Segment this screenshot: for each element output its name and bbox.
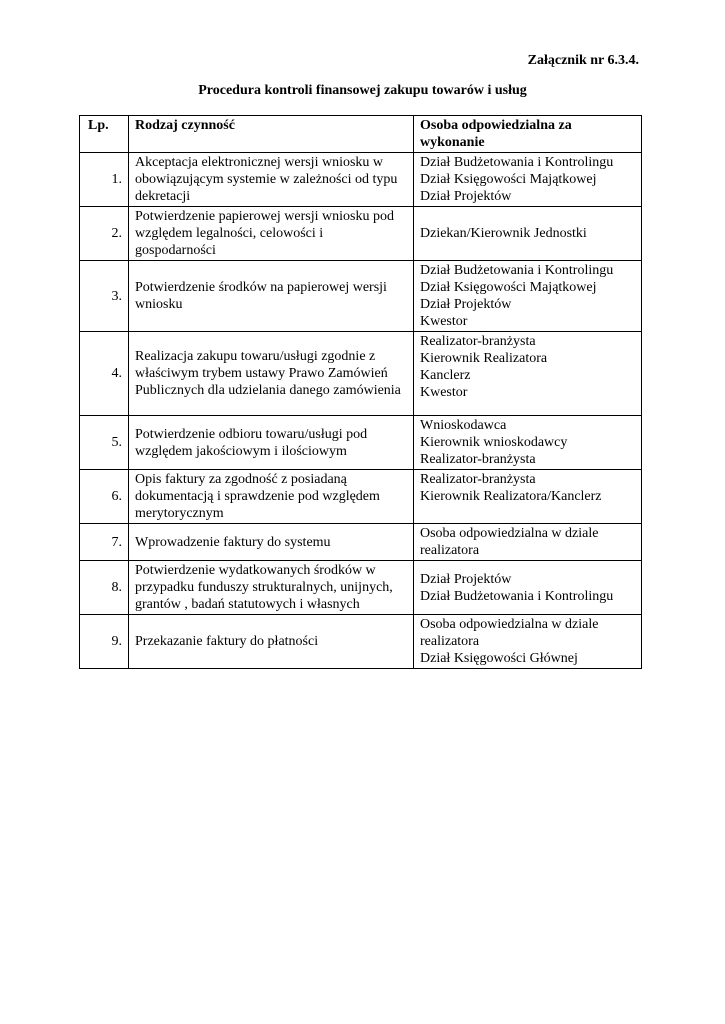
row-activity: Przekazanie faktury do płatności: [129, 615, 414, 669]
responsible-line: Dział Projektów: [420, 189, 512, 204]
document-title: Procedura kontroli finansowej zakupu towarów i usług: [198, 83, 527, 98]
row-responsible: [414, 153, 642, 207]
header-responsible: Osoba odpowiedzialna za wykonanie: [414, 116, 642, 153]
row-activity: Akceptacja elektronicznej wersji wniosku w obowiązującym systemie w zależności od typu dekretacji: [129, 153, 414, 207]
responsible-line: Kierownik Realizatora: [420, 351, 548, 366]
responsible-line: Dział Projektów: [420, 297, 512, 312]
row-responsible: [414, 615, 642, 669]
procedure-table: [79, 115, 642, 669]
row-number: 6.: [80, 470, 129, 524]
table-row: [80, 261, 642, 332]
row-responsible: [414, 207, 642, 261]
responsible-line: Dział Księgowości Majątkowej: [420, 280, 597, 295]
table-row: [80, 332, 642, 416]
responsible-line: Realizator-branżysta: [420, 472, 536, 487]
responsible-line: Dział Projektów: [420, 571, 512, 587]
responsible-line: Kanclerz: [420, 368, 471, 383]
table-row: [80, 524, 642, 561]
row-number: 2.: [80, 207, 129, 261]
row-responsible: [414, 261, 642, 332]
row-activity: Potwierdzenie wydatkowanych środków w przypadku funduszy strukturalnych, unijnych, grantów , badań statutowych i własnych: [129, 561, 414, 615]
header-activity: Rodzaj czynność: [129, 116, 414, 153]
table-row: [80, 153, 642, 207]
header-lp: Lp.: [80, 116, 129, 153]
responsible-line: Dział Budżetowania i Kontrolingu: [420, 263, 614, 278]
row-activity: Wprowadzenie faktury do systemu: [129, 524, 414, 561]
responsible-line: Dziekan/Kierownik Jednostki: [420, 226, 587, 241]
responsible-line: Dział Księgowości Majątkowej: [420, 172, 597, 187]
table-row: [80, 207, 642, 261]
row-number: 5.: [80, 416, 129, 470]
row-activity: Potwierdzenie środków na papierowej wersji wniosku: [129, 261, 414, 332]
table-row: [80, 615, 642, 669]
row-responsible: [414, 332, 642, 416]
table-header-row: [80, 116, 642, 153]
row-number: 9.: [80, 615, 129, 669]
row-responsible: [414, 470, 642, 524]
responsible-line: Dział Księgowości Głównej: [420, 651, 578, 666]
table-row: [80, 470, 642, 524]
responsible-line: Kwestor: [420, 385, 468, 400]
row-activity: Potwierdzenie odbioru towaru/usługi pod względem jakościowym i ilościowym: [129, 416, 414, 470]
responsible-line: Kierownik wnioskodawcy: [420, 435, 568, 450]
responsible-line: Osoba odpowiedzialna w dziale realizatora: [420, 526, 599, 558]
row-number: 3.: [80, 261, 129, 332]
row-number: 7.: [80, 524, 129, 561]
row-responsible: [414, 561, 642, 615]
responsible-line: Wnioskodawca: [420, 418, 507, 433]
row-number: 8.: [80, 561, 129, 615]
responsible-line: Dział Budżetowania i Kontrolingu: [420, 155, 614, 170]
responsible-line: Osoba odpowiedzialna w dziale realizatora: [420, 617, 599, 649]
responsible-line: Kwestor: [420, 314, 468, 329]
row-responsible: [414, 524, 642, 561]
responsible-line: Dział Budżetowania i Kontrolingu: [420, 588, 614, 604]
row-number: 1.: [80, 153, 129, 207]
responsible-line: Realizator-branżysta: [420, 334, 536, 349]
table-row: [80, 416, 642, 470]
row-responsible: [414, 416, 642, 470]
row-activity: Opis faktury za zgodność z posiadaną dokumentacją i sprawdzenie pod względem merytorycznym: [129, 470, 414, 524]
responsible-line: Kierownik Realizatora/Kanclerz: [420, 489, 602, 504]
row-activity: Potwierdzenie papierowej wersji wniosku pod względem legalności, celowości i gospodarności: [129, 207, 414, 261]
table-row: [80, 561, 642, 615]
attachment-label: Załącznik nr 6.3.4.: [527, 53, 639, 68]
row-activity: Realizacja zakupu towaru/usługi zgodnie z właściwym trybem ustawy Prawo Zamówień Publicznych dla udzielania danego zamówienia: [129, 332, 414, 416]
responsible-line: Realizator-branżysta: [420, 452, 536, 467]
row-number: 4.: [80, 332, 129, 416]
